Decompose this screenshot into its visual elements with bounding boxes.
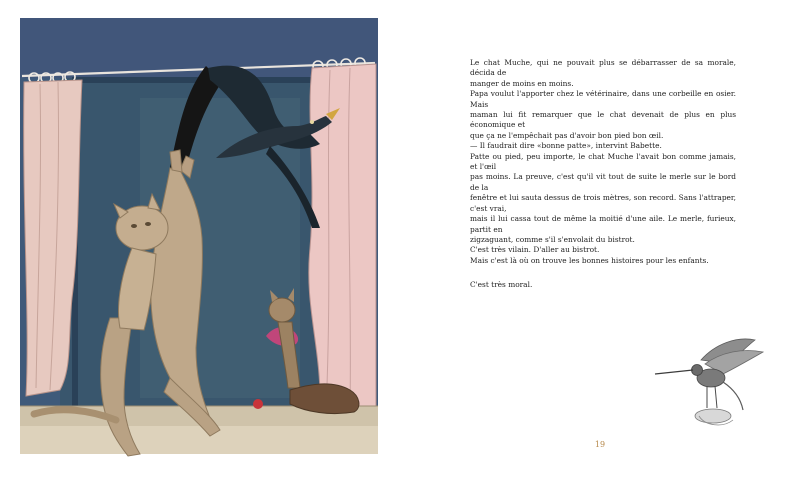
story-text (470, 58, 736, 291)
text-line: fenêtre et lui sauta dessus de trois mètres, son record. Sans l'attraper, c'est vrai, (470, 193, 736, 213)
text-line: zigzaguant, comme s'il s'envolait du bistrot. (470, 234, 635, 244)
text-line: que ça ne l'empêchait pas d'avoir bon pied bon œil. (470, 130, 664, 140)
text-line: Mais c'est là où on trouve les bonnes histoires pour les enfants. (470, 255, 709, 265)
text-line: maman lui fit remarquer que le chat devenait de plus en plus économique et (470, 110, 736, 130)
text-line: Papa voulut l'apporter chez le vétérinaire, dans une corbeille en osier. Mais (470, 89, 736, 109)
text-line: C'est très vilain. D'aller au bistrot. (470, 245, 600, 255)
right-curtain (309, 64, 376, 412)
text-line: — Il faudrait dire «bonne patte», intervint Babette. (470, 141, 662, 151)
hummingbird-sketch (645, 330, 785, 440)
text-line: Patte ou pied, peu importe, le chat Muche l'avait bon comme jamais, et l'œil (470, 151, 736, 172)
text-line: mais il lui cassa tout de même la moitié d'une aile. Le merle, furieux, partit en (470, 214, 736, 234)
text-line: manger de moins en moins. (470, 78, 574, 88)
closing-line: C'est très moral. (470, 280, 533, 290)
cat-and-blackbird-illustration (20, 18, 380, 473)
text-line: pas moins. La preuve, c'est qu'il vit tout de suite le merle sur le bord de la (470, 172, 736, 192)
text-line: Le chat Muche, qui ne pouvait plus se débarrasser de sa morale, décida de (470, 58, 736, 78)
page-number: 19 (594, 440, 606, 449)
red-ball (253, 399, 263, 409)
